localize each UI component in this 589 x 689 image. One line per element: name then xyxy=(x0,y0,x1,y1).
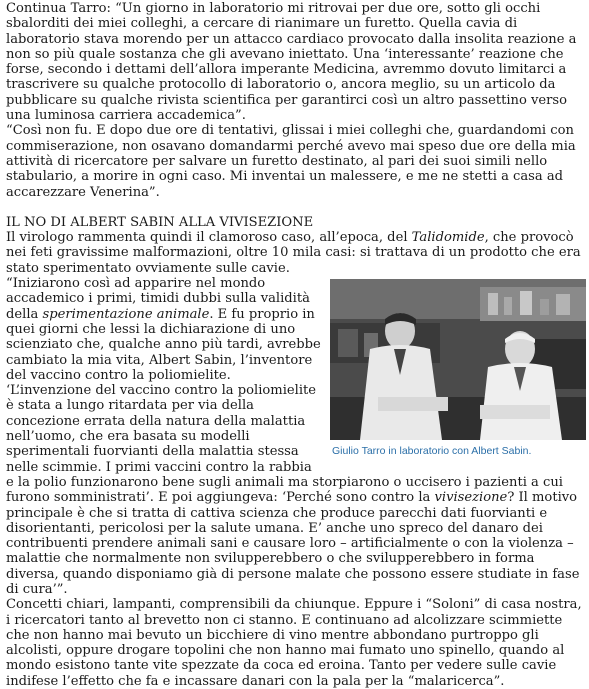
paragraph-talidomide: Il virologo rammenta quindi il clamoroso caso, all’epoca, del Talidomide, che provocò nei feti gravissime malformazioni, oltre 10 mila casi: si trattava di un prodotto che era stato sperimentato ovviamente sulle cavie. xyxy=(6,230,581,276)
paragraph-venerina: “Così non fu. E dopo due ore di tentativi, glissai i miei colleghi che, guardandomi con commiserazione, non osavano domandarmi perché avevo mai speso due ore della mia attività di ricercatore per salvare un furetto destinato, al pari dei suoi simili nello stabulario, a morire in ogni caso. Mi inventai un malessere, e me ne stetti a casa ad accarezzare Venerina”. xyxy=(6,123,576,200)
lab-photo xyxy=(330,279,586,440)
talidomide-italic: Talidomide xyxy=(411,230,485,246)
vivisezione-italic: vivisezione xyxy=(434,490,508,506)
photo-figure xyxy=(330,279,586,458)
paragraph-furetto: Continua Tarro: “Un giorno in laboratorio mi ritrovai per due ore, sotto gli occhi sbalorditi dei miei colleghi, a cercare di rianimare un furetto. Quella cavia di laboratorio stava morendo per un attacco cardiaco provocato dalla insolita reazione a non so più quale sostanza che gli avevano iniettato. Una ‘interessante’ reazione che forse, secondo i dettami dell’allora imperante Medicina, avremmo dovuto limitarci a trascrivere su qualche protocollo di laboratorio o, ancora meglio, su un articolo da pubblicare su qualche rivista scientifica per garantirci così un altro passettino verso una luminosa carriera accademica”. xyxy=(6,1,577,124)
lab-photo-drawing xyxy=(330,279,586,440)
paragraph-sabin-quote: ‘L’invenzione del vaccino contro la poliomielite è stata a lungo ritardata per via della concezione errata della natura della malattia nell’uomo, che era basata su modelli sperimentali fuorvianti della malattia stessa nelle scimmie. I primi vaccini contro la rabbia e la polio funzionarono bene sugli animali ma storpiarono o uccisero i pazienti a cui furono somministrati’. E poi aggiungeva: ‘Perché sono contro la vivisezione? Il motivo principale è che si tratta di cattiva scienza che produce parecchi dati fuorvianti e disorientanti, pericolosi per la salute umana. E’ anche uno spreco del danaro dei contribuenti prendere animali sani e causare loro – artificialmente o con la violenza – malattie che normalmente non svilupperebbero o che svilupperebbero in forma diversa, quando disponiamo già di persone malate che possono essere studiate in fase di cura’”. xyxy=(6,383,580,597)
paragraph-dubbi: “Iniziarono così ad apparire nel mondo accademico i primi, timidi dubbi sulla validità della sperimentazione animale. E fu proprio in quei giorni che lessi la dichiarazione di uno scienziato che, qualche anno più tardi, avrebbe cambiato la mia vita, Albert Sabin, l’inventore del vaccino contro la poliomielite. xyxy=(6,276,321,383)
photo-caption: Giulio Tarro in laboratorio con Albert Sabin. xyxy=(332,445,532,458)
section-heading: IL NO DI ALBERT SABIN ALLA VIVISEZIONE xyxy=(6,214,314,230)
article-body xyxy=(6,1,586,689)
paragraph-soloni: Concetti chiari, lampanti, comprensibili da chiunque. Eppure i “Soloni” di casa nostra, i ricercatori tanto al brevetto non ci stanno. E continuano ad alcolizzare scimmiette che non hanno mai bevuto un bicchiere di vino mentre abbondano purtroppo gli alcolisti, oppure drogare topolini che non hanno mai fumato uno spinello, quando al mondo esistono tante vite spezzate da coca ed eroina. Tanto per vedere sulle cavie indifese l’effetto che fa e incassare danari con la pala per la “malaricerca”. xyxy=(6,597,582,689)
sperimentazione-italic: sperimentazione animale xyxy=(42,306,210,322)
